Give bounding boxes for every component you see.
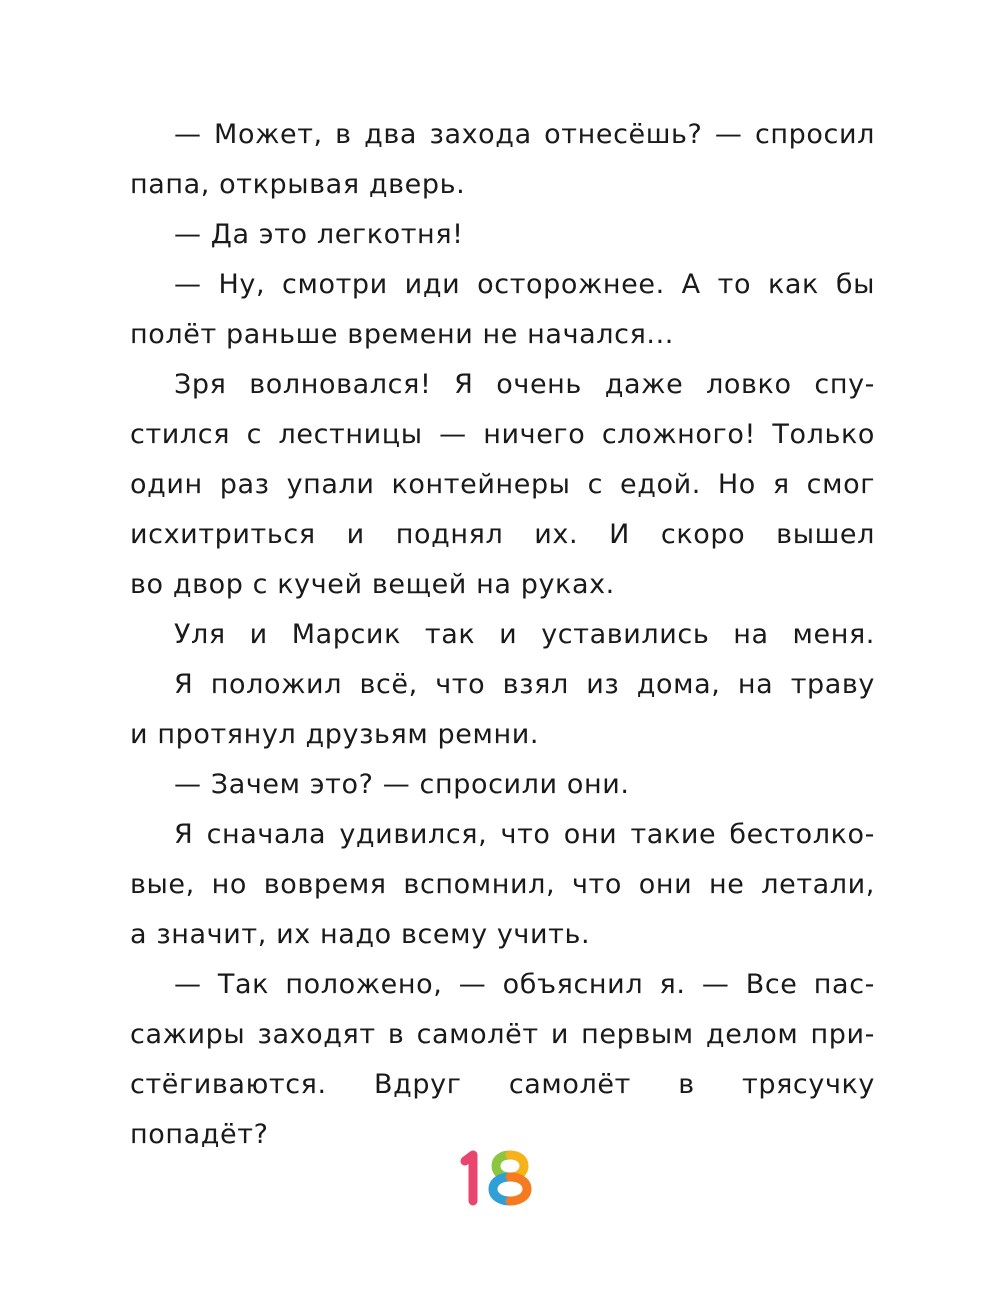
text-line-11: Уля и Марсик так и уставились на меня. <box>174 619 875 650</box>
text-line-3: — Да это легкотня! <box>174 219 464 250</box>
text-line-6: Зря волновался! Я очень даже ловко спу- <box>174 369 875 400</box>
body-text <box>130 110 875 1150</box>
text-line-5: полёт раньше времени не начался... <box>130 319 674 350</box>
text-line-13: и протянул друзьям ремни. <box>130 719 540 750</box>
text-line-10: во двор с кучей вещей на руках. <box>130 569 615 600</box>
text-line-4: — Ну, смотри иди осторожнее. А то как бы <box>174 269 875 300</box>
text-line-8: один раз упали контейнеры с едой. Но я смог <box>130 469 875 500</box>
page-number-graphic <box>460 1150 540 1206</box>
text-line-19: сажиры заходят в самолёт и первым делом при- <box>130 1019 875 1050</box>
text-line-15: Я сначала удивился, что они такие бестолко- <box>174 819 875 850</box>
text-line-7: стился с лестницы — ничего сложного! Только <box>130 419 875 450</box>
text-line-20: стёгиваются. Вдруг самолёт в трясучку попадёт? <box>130 1069 875 1150</box>
digit-eight-bottom-right <box>510 1177 527 1201</box>
text-line-9: исхитриться и поднял их. И скоро вышел <box>130 519 875 550</box>
text-line-18: — Так положено, — объяснил я. — Все пас- <box>174 969 875 1000</box>
text-line-16: вые, но вовремя вспомнил, что они не летали, <box>130 869 875 900</box>
digit-one <box>465 1155 473 1201</box>
page-number <box>460 1150 540 1206</box>
text-line-14: — Зачем это? — спросили они. <box>174 769 630 800</box>
text-line-12: Я положил всё, что взял из дома, на траву <box>174 669 875 700</box>
text-line-1: — Может, в два захода отнесёшь? — спросил <box>174 119 875 150</box>
text-line-17: а значит, их надо всему учить. <box>130 919 591 950</box>
text-line-2: папа, открывая дверь. <box>130 169 466 200</box>
